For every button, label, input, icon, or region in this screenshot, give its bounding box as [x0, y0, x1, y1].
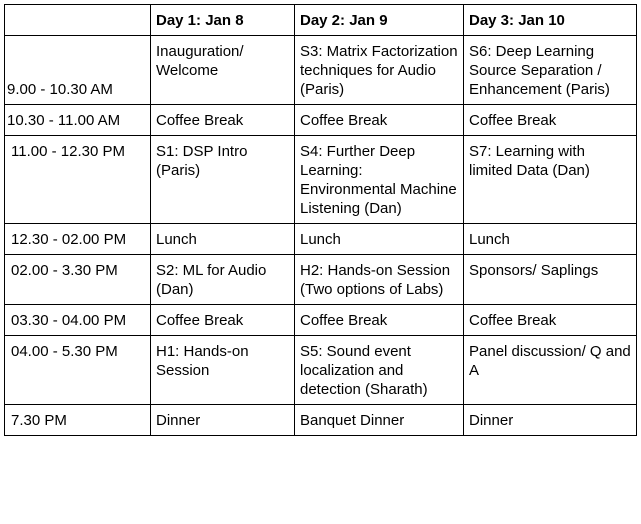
session-cell: Coffee Break — [464, 305, 637, 336]
session-cell: S3: Matrix Factorization techniques for Audio (Paris) — [295, 36, 464, 105]
time-slot: 12.30 - 02.00 PM — [5, 224, 151, 255]
table-row — [5, 255, 637, 305]
session-cell: Coffee Break — [295, 305, 464, 336]
session-cell: Coffee Break — [151, 305, 295, 336]
session-cell: H2: Hands-on Session (Two options of Labs) — [295, 255, 464, 305]
session-cell: S6: Deep Learning Source Separation / Enhancement (Paris) — [464, 36, 637, 105]
session-cell: Inauguration/ Welcome — [151, 36, 295, 105]
session-cell: S5: Sound event localization and detection (Sharath) — [295, 336, 464, 405]
header-day-2: Day 2: Jan 9 — [295, 5, 464, 36]
session-cell: Banquet Dinner — [295, 405, 464, 436]
session-cell: Coffee Break — [295, 105, 464, 136]
time-slot: 9.00 - 10.30 AM — [5, 36, 151, 105]
table-row — [5, 405, 637, 436]
session-cell: Sponsors/ Saplings — [464, 255, 637, 305]
header-corner-cell — [5, 5, 151, 36]
table-row — [5, 224, 637, 255]
time-slot: 03.30 - 04.00 PM — [5, 305, 151, 336]
time-slot: 10.30 - 11.00 AM — [5, 105, 151, 136]
header-row — [5, 5, 637, 36]
session-cell: H1: Hands-on Session — [151, 336, 295, 405]
session-cell: Dinner — [464, 405, 637, 436]
session-cell: Coffee Break — [464, 105, 637, 136]
session-cell: Coffee Break — [151, 105, 295, 136]
session-cell: S2: ML for Audio (Dan) — [151, 255, 295, 305]
header-day-3: Day 3: Jan 10 — [464, 5, 637, 36]
table-row — [5, 105, 637, 136]
session-cell: S1: DSP Intro (Paris) — [151, 136, 295, 224]
table-row — [5, 36, 637, 105]
schedule-table — [4, 4, 637, 436]
time-slot: 7.30 PM — [5, 405, 151, 436]
session-cell: S4: Further Deep Learning: Environmental Machine Listening (Dan) — [295, 136, 464, 224]
header-day-1: Day 1: Jan 8 — [151, 5, 295, 36]
session-cell: Panel discussion/ Q and A — [464, 336, 637, 405]
time-slot: 02.00 - 3.30 PM — [5, 255, 151, 305]
session-cell: Lunch — [151, 224, 295, 255]
time-slot: 11.00 - 12.30 PM — [5, 136, 151, 224]
session-cell: Lunch — [464, 224, 637, 255]
table-row — [5, 336, 637, 405]
session-cell: Dinner — [151, 405, 295, 436]
time-slot: 04.00 - 5.30 PM — [5, 336, 151, 405]
table-row — [5, 136, 637, 224]
table-row — [5, 305, 637, 336]
session-cell: Lunch — [295, 224, 464, 255]
session-cell: S7: Learning with limited Data (Dan) — [464, 136, 637, 224]
